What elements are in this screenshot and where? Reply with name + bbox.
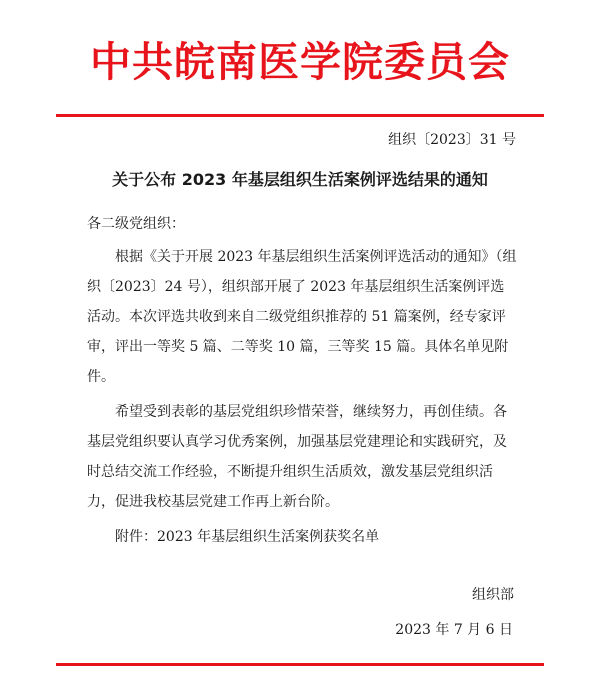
- body-paragraph-2: 希望受到表彰的基层党组织珍惜荣誉，继续努力，再创佳绩。各基层党组织要认真学习优秀案例，加强基层党建理论和实践研究，及时总结交流工作经验，不断提升组织生活质效，激发基层党组织活力，促进我校基层党建工作再上新台阶。: [87, 404, 507, 510]
- salutation: 各二级党组织：: [87, 216, 185, 232]
- header-red-rule: [56, 114, 544, 117]
- attachment-line: 附件：2023 年基层组织生活案例获奖名单: [115, 529, 380, 545]
- signer: 组织部: [472, 587, 514, 603]
- notice-body: [87, 209, 517, 552]
- body-paragraph-1: 根据《关于开展 2023 年基层组织生活案例评选活动的通知》（组织〔2023〕24 号），组织部开展了 2023 年基层组织生活案例评选活动。本次评选共收到来自二级党组织推荐的 51 篇案例，经专家评审，评出一等奖 5 篇、二等奖 10 篇，三等奖 15 篇。具体名单见附件。: [87, 249, 517, 385]
- issuer-header: 中共皖南医学院委员会: [90, 38, 510, 86]
- notice-title: 关于公布 2023 年基层组织生活案例评选结果的通知: [112, 170, 488, 189]
- issue-date: 2023 年 7 月 6 日: [395, 622, 513, 638]
- document-number: 组织〔2023〕31 号: [388, 132, 516, 148]
- footer-red-rule: [56, 663, 544, 666]
